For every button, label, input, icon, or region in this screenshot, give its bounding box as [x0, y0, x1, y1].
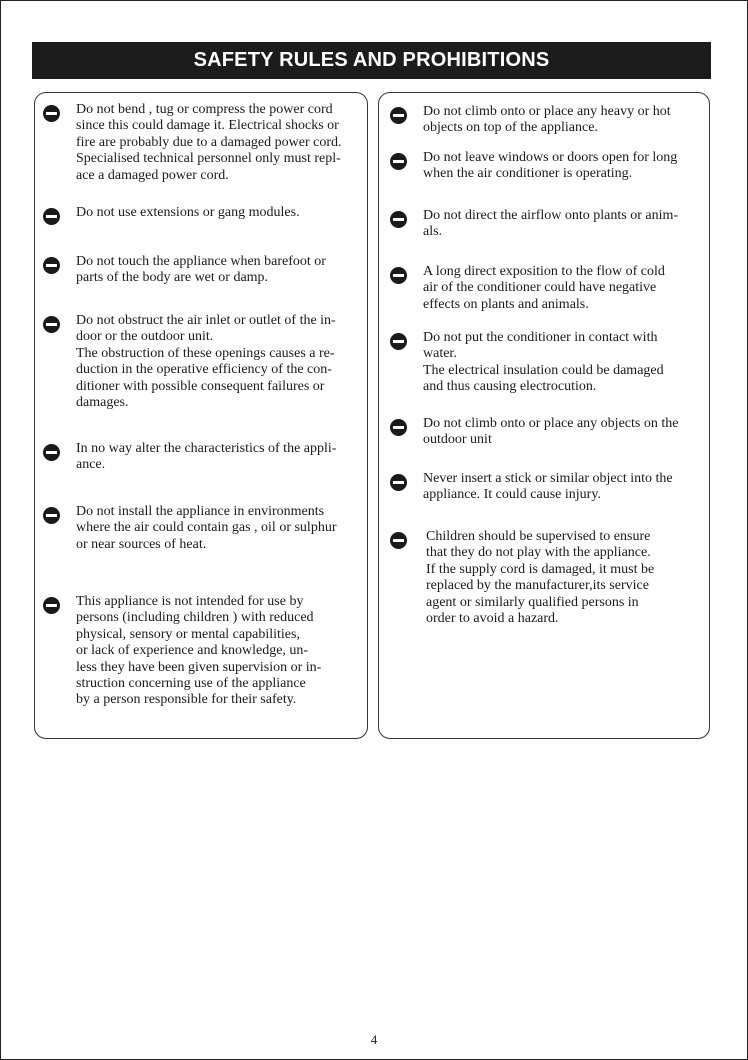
rule-item [390, 208, 704, 241]
rule-item [43, 594, 361, 709]
rule-item [390, 104, 704, 137]
rule-text: Do not install the appliance in environments where the air could contain gas , oil or sulphur or near sources of heat. [76, 504, 337, 552]
rule-text: A long direct exposition to the flow of cold air of the conditioner could have negative effects on plants and animals. [423, 264, 665, 312]
prohibition-icon [43, 597, 60, 614]
rule-text: In no way alter the characteristics of the appli- ance. [76, 441, 337, 473]
rule-item [43, 102, 361, 184]
rule-item [390, 416, 704, 449]
prohibition-icon [43, 507, 60, 524]
rule-text: Do not touch the appliance when barefoot or parts of the body are wet or damp. [76, 254, 326, 286]
prohibition-icon [390, 267, 407, 284]
rule-text: Do not obstruct the air inlet or outlet of the in- door or the outdoor unit. The obstruction of these openings causes a re- duction in the operative efficiency of the con- ditioner with possible consequent failures or damages. [76, 313, 336, 411]
page-number: 4 [370, 1032, 378, 1047]
rule-text: Do not direct the airflow onto plants or anim- als. [423, 208, 679, 240]
prohibition-icon [390, 153, 407, 170]
prohibition-icon [390, 333, 407, 350]
prohibition-icon [390, 474, 407, 491]
rule-text: Children should be supervised to ensure that they do not play with the appliance. If the supply cord is damaged, it must be replaced by the manufacturer,its service agent or similarly qualified persons in order to avoid a hazard. [426, 529, 655, 627]
prohibition-icon [390, 532, 407, 549]
rule-item [43, 441, 361, 474]
rule-text: This appliance is not intended for use by persons (including children ) with reduced physical, sensory or mental capabilities, or lack of experience and knowledge, un- less they have been given supervision or in- struction concerning use of the appliance by a person responsible for their safety. [76, 594, 322, 708]
rule-item [390, 529, 704, 627]
prohibition-icon [390, 211, 407, 228]
prohibition-icon [43, 316, 60, 333]
rule-text: Do not leave windows or doors open for long when the air conditioner is operating. [423, 150, 678, 182]
rule-item [43, 254, 361, 287]
rule-text: Do not climb onto or place any heavy or hot objects on top of the appliance. [423, 104, 671, 136]
rule-text: Do not bend , tug or compress the power cord since this could damage it. Electrical shocks or fire are probably due to a damaged power cord. Specialised technical personnel only must repl- ace a damaged power cord. [76, 102, 342, 183]
page-title: SAFETY RULES AND PROHIBITIONS [193, 49, 550, 71]
rule-item [390, 264, 704, 313]
rule-item [390, 330, 704, 396]
rule-text: Never insert a stick or similar object into the appliance. It could cause injury. [423, 471, 673, 503]
title-bar [32, 42, 711, 79]
rule-item [390, 150, 704, 183]
rule-text: Do not put the conditioner in contact with water. The electrical insulation could be damaged and thus causing electrocution. [423, 330, 664, 395]
prohibition-icon [43, 257, 60, 274]
prohibition-icon [390, 419, 407, 436]
rule-item [43, 504, 361, 553]
prohibition-icon [43, 444, 60, 461]
prohibition-icon [390, 107, 407, 124]
rule-item [43, 205, 361, 225]
rule-item [43, 313, 361, 411]
rule-text: Do not climb onto or place any objects on the outdoor unit [423, 416, 679, 448]
rule-text: Do not use extensions or gang modules. [76, 205, 300, 220]
prohibition-icon [43, 105, 60, 122]
prohibition-icon [43, 208, 60, 225]
rule-item [390, 471, 704, 504]
